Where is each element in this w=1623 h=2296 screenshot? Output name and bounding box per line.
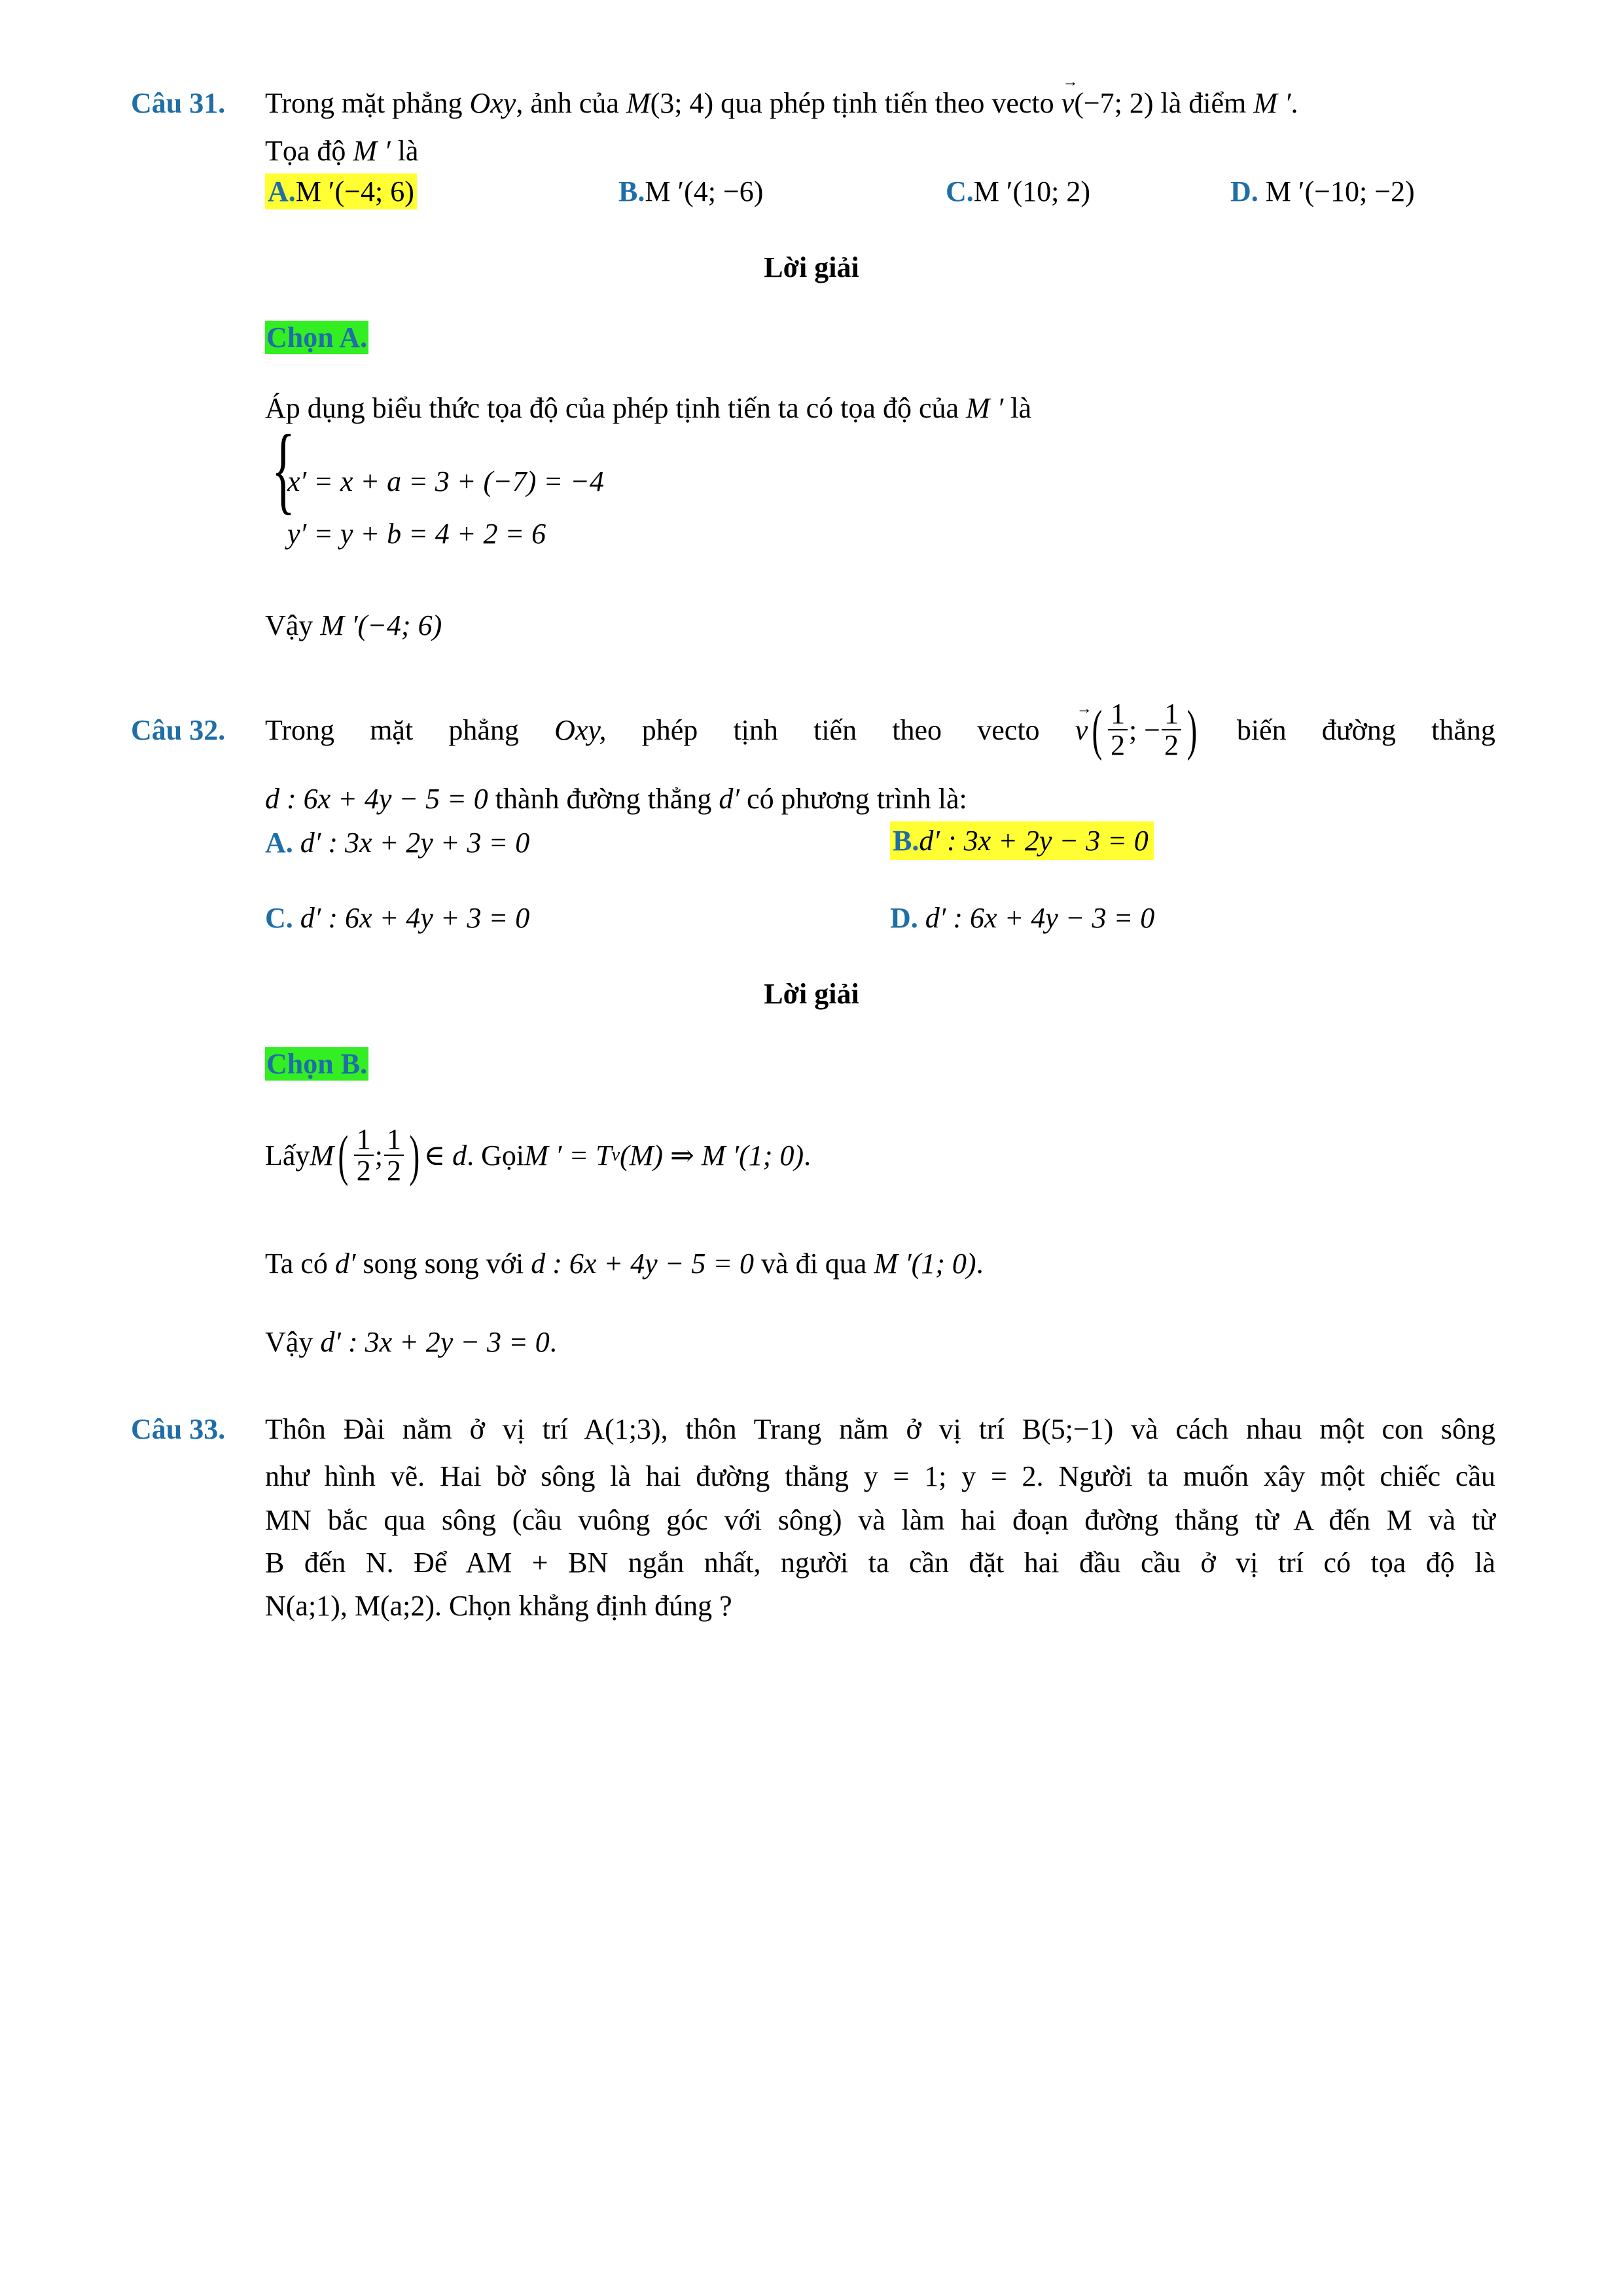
left-brace: { bbox=[272, 415, 295, 524]
question-33-line-2: như hình vẽ. Hai bờ sông là hai đường thẳng y = 1; y = 2. Người ta muốn xây một chiếc cầu bbox=[265, 1460, 1495, 1492]
q32-take-point: Lấy M ( $\frac{1}{2}$ ; $\frac{1}{2}$ ) ∈ d . Gọi M ′ = T v (M) ⇒ M ′(1; 0) . bbox=[265, 1122, 812, 1187]
system-line-1: x′ = x + a = 3 + (−7) = −4 bbox=[287, 465, 604, 497]
q31-answer-choice: Chọn A. bbox=[266, 321, 368, 353]
q32-answer-choice: Chọn B. bbox=[266, 1048, 368, 1080]
q31-solution-title: Lời giải bbox=[764, 251, 859, 283]
q31-solution-text: Áp dụng biểu thức tọa độ của phép tịnh tiến ta có tọa độ của M ′ là bbox=[265, 392, 1032, 424]
question-32-number: Câu 32. bbox=[131, 714, 226, 746]
q32-option-a[interactable]: A. d′ : 3x + 2y + 3 = 0 bbox=[265, 827, 530, 859]
question-33-line-4: B đến N. Để AM + BN ngắn nhất, người ta cần đặt hai đầu cầu ở vị trí có tọa độ là bbox=[265, 1547, 1495, 1579]
question-32-stem-line2: d : 6x + 4y − 5 = 0 thành đường thẳng d′ có phương trình là: bbox=[265, 783, 967, 815]
question-31-number: Câu 31. bbox=[131, 87, 226, 119]
fraction: $\frac{1}{2}$ bbox=[1108, 699, 1128, 761]
q32-parallel-statement: Ta có d′ song song với d : 6x + 4y − 5 = 0 và đi qua M ′(1; 0). bbox=[265, 1247, 984, 1280]
q32-option-d[interactable]: D. d′ : 6x + 4y − 3 = 0 bbox=[890, 902, 1155, 934]
q31-option-a[interactable]: A.M ′(−4; 6) bbox=[265, 173, 417, 209]
question-33-line-1: Thôn Đài nằm ở vị trí A(1;3), thôn Trang nằm ở vị trí B(5;−1) và cách nhau một con sông bbox=[265, 1413, 1495, 1445]
q31-option-c[interactable]: C.M ′(10; 2) bbox=[946, 175, 1091, 207]
question-33-number: Câu 33. bbox=[131, 1413, 226, 1445]
fraction: $\frac{1}{2}$ bbox=[354, 1124, 374, 1186]
vector-v: → v bbox=[1075, 713, 1088, 747]
q32-solution-title: Lời giải bbox=[764, 978, 859, 1010]
q31-option-b[interactable]: B.M ′(4; −6) bbox=[618, 175, 764, 207]
q32-option-c[interactable]: C. d′ : 6x + 4y + 3 = 0 bbox=[265, 902, 530, 934]
question-31-stem-line1: Trong mặt phẳng Oxy, ảnh của M(3; 4) qua phép tịnh tiến theo vecto → v(−7; 2) là điểm M ′. bbox=[265, 86, 1495, 120]
fraction: $\frac{1}{2}$ bbox=[384, 1124, 404, 1186]
vector-expression: → v ( $\frac{1}{2}$ ; − $\frac{1}{2}$ ) bbox=[1075, 699, 1202, 761]
question-33-line-5: N(a;1), M(a;2). Chọn khẳng định đúng ? bbox=[265, 1590, 732, 1622]
q31-conclusion: Vậy M ′(−4; 6) bbox=[265, 609, 442, 641]
system-line-2: y′ = y + b = 4 + 2 = 6 bbox=[287, 518, 546, 550]
question-32-stem-line1: Trong mặt phẳng Oxy, phép tịnh tiến theo vecto → v ( $\frac{1}{2}$ ; − $\frac{1}{2}$ ) biến đường thẳng bbox=[265, 694, 1495, 766]
vector-v: → v bbox=[1061, 86, 1075, 120]
q32-conclusion: Vậy d′ : 3x + 2y − 3 = 0. bbox=[265, 1326, 557, 1358]
q31-option-d[interactable]: D. M ′(−10; −2) bbox=[1230, 175, 1415, 207]
question-31-stem-line2: Tọa độ M ′ là bbox=[265, 135, 419, 167]
question-33-line-3: MN bắc qua sông (cầu vuông góc với sông) và làm hai đoạn đường thẳng từ A đến M và từ bbox=[265, 1504, 1495, 1536]
fraction: $\frac{1}{2}$ bbox=[1162, 699, 1181, 761]
q32-option-b[interactable]: B.d′ : 3x + 2y − 3 = 0 bbox=[890, 821, 1154, 860]
